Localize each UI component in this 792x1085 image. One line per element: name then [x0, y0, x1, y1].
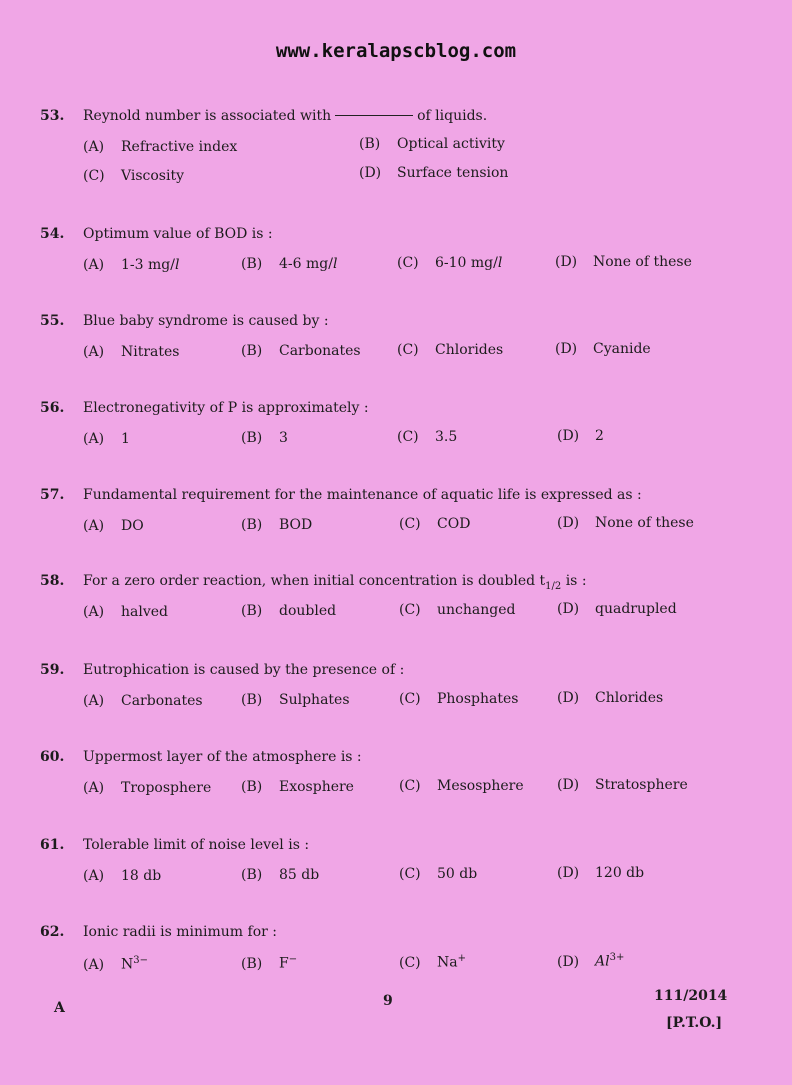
options [83, 515, 743, 578]
option-b: (B) 85 db [241, 867, 320, 883]
option-a: (A) halved [83, 604, 168, 620]
question-number: 55. [40, 313, 65, 329]
question-text: Tolerable limit of noise level is : [83, 837, 310, 853]
question-text: Electronegativity of P is approximately : [83, 400, 369, 416]
options [83, 428, 743, 491]
question-number: 56. [40, 400, 65, 416]
option-c: (C) 6-10 mg/l [397, 255, 503, 271]
option-d: (D) Surface tension [359, 165, 509, 181]
question-text: Eutrophication is caused by the presence of : [83, 662, 405, 678]
question-text: Reynold number is associated with of liquids. [83, 108, 488, 124]
option-c: (C) unchanged [399, 602, 516, 618]
question-text: For a zero order reaction, when initial concentration is doubled $t_{1/2}$ is : [83, 573, 587, 592]
option-b: (B) Exosphere [241, 779, 354, 795]
option-a: (A) 18 db [83, 868, 162, 884]
option-d: (D) 2 [557, 428, 604, 444]
option-b: (B) BOD [241, 517, 313, 533]
question-number: 62. [40, 924, 65, 940]
pto-note: [P.T.O.] [666, 1015, 723, 1031]
option-a: (A) $N^{3-}$ [83, 955, 148, 973]
option-c: (C) 50 db [399, 866, 478, 882]
question-number: 60. [40, 749, 65, 765]
question-number: 58. [40, 573, 65, 589]
option-c: (C) Na+ [399, 953, 466, 971]
question-text: Optimum value of BOD is : [83, 226, 273, 242]
option-c: (C) Chlorides [397, 342, 504, 358]
question-number: 61. [40, 837, 65, 853]
option-b: (B) 3 [241, 430, 288, 446]
option-b: (B) 4-6 mg/l [241, 256, 338, 272]
options [83, 601, 743, 664]
question-text: Blue baby syndrome is caused by : [83, 313, 329, 329]
option-d: (D) $Al^{3+}$ [557, 952, 625, 970]
series-code: A [54, 1000, 65, 1016]
option-d: (D) None of these [557, 515, 694, 531]
option-c: (C) Mesosphere [399, 778, 524, 794]
options [83, 777, 743, 840]
question-number: 57. [40, 487, 65, 503]
option-a: (A) Carbonates [83, 693, 203, 709]
answer-blank [335, 115, 413, 116]
option-a: (A) DO [83, 518, 144, 534]
option-a: (A) 1-3 mg/l [83, 257, 180, 273]
option-b: (B) doubled [241, 603, 337, 619]
option-a: (A) Refractive index [83, 139, 238, 155]
options [83, 341, 743, 404]
option-c: (C) COD [399, 516, 471, 532]
option-d: (D) 120 db [557, 865, 645, 881]
exam-code: 111/2014 [654, 988, 728, 1004]
option-a: (A) 1 [83, 431, 130, 447]
options [83, 952, 743, 1015]
option-c: (C) Phosphates [399, 691, 519, 707]
options [83, 254, 743, 317]
option-b: (B) Carbonates [241, 343, 361, 359]
option-b: (B) Optical activity [359, 136, 505, 152]
option-c: (C) Viscosity [83, 168, 184, 184]
question-text: Fundamental requirement for the maintenance of aquatic life is expressed as : [83, 487, 642, 503]
option-a: (A) Troposphere [83, 780, 212, 796]
options [83, 690, 743, 753]
option-b: (B) F− [241, 954, 298, 972]
question-number: 59. [40, 662, 65, 678]
page-number: 9 [383, 993, 393, 1009]
question-number: 54. [40, 226, 65, 242]
option-d: (D) Chlorides [557, 690, 664, 706]
site-url-header: www.keralapscblog.com [275, 40, 517, 62]
options [83, 136, 743, 199]
options [83, 865, 743, 928]
question-text: Ionic radii is minimum for : [83, 924, 277, 940]
question-text: Uppermost layer of the atmosphere is : [83, 749, 362, 765]
option-d: (D) quadrupled [557, 601, 677, 617]
option-c: (C) 3.5 [397, 429, 458, 445]
question-number: 53. [40, 108, 65, 124]
option-d: (D) Cyanide [555, 341, 651, 357]
option-d: (D) Stratosphere [557, 777, 688, 793]
option-b: (B) Sulphates [241, 692, 350, 708]
option-a: (A) Nitrates [83, 344, 180, 360]
option-d: (D) None of these [555, 254, 692, 270]
